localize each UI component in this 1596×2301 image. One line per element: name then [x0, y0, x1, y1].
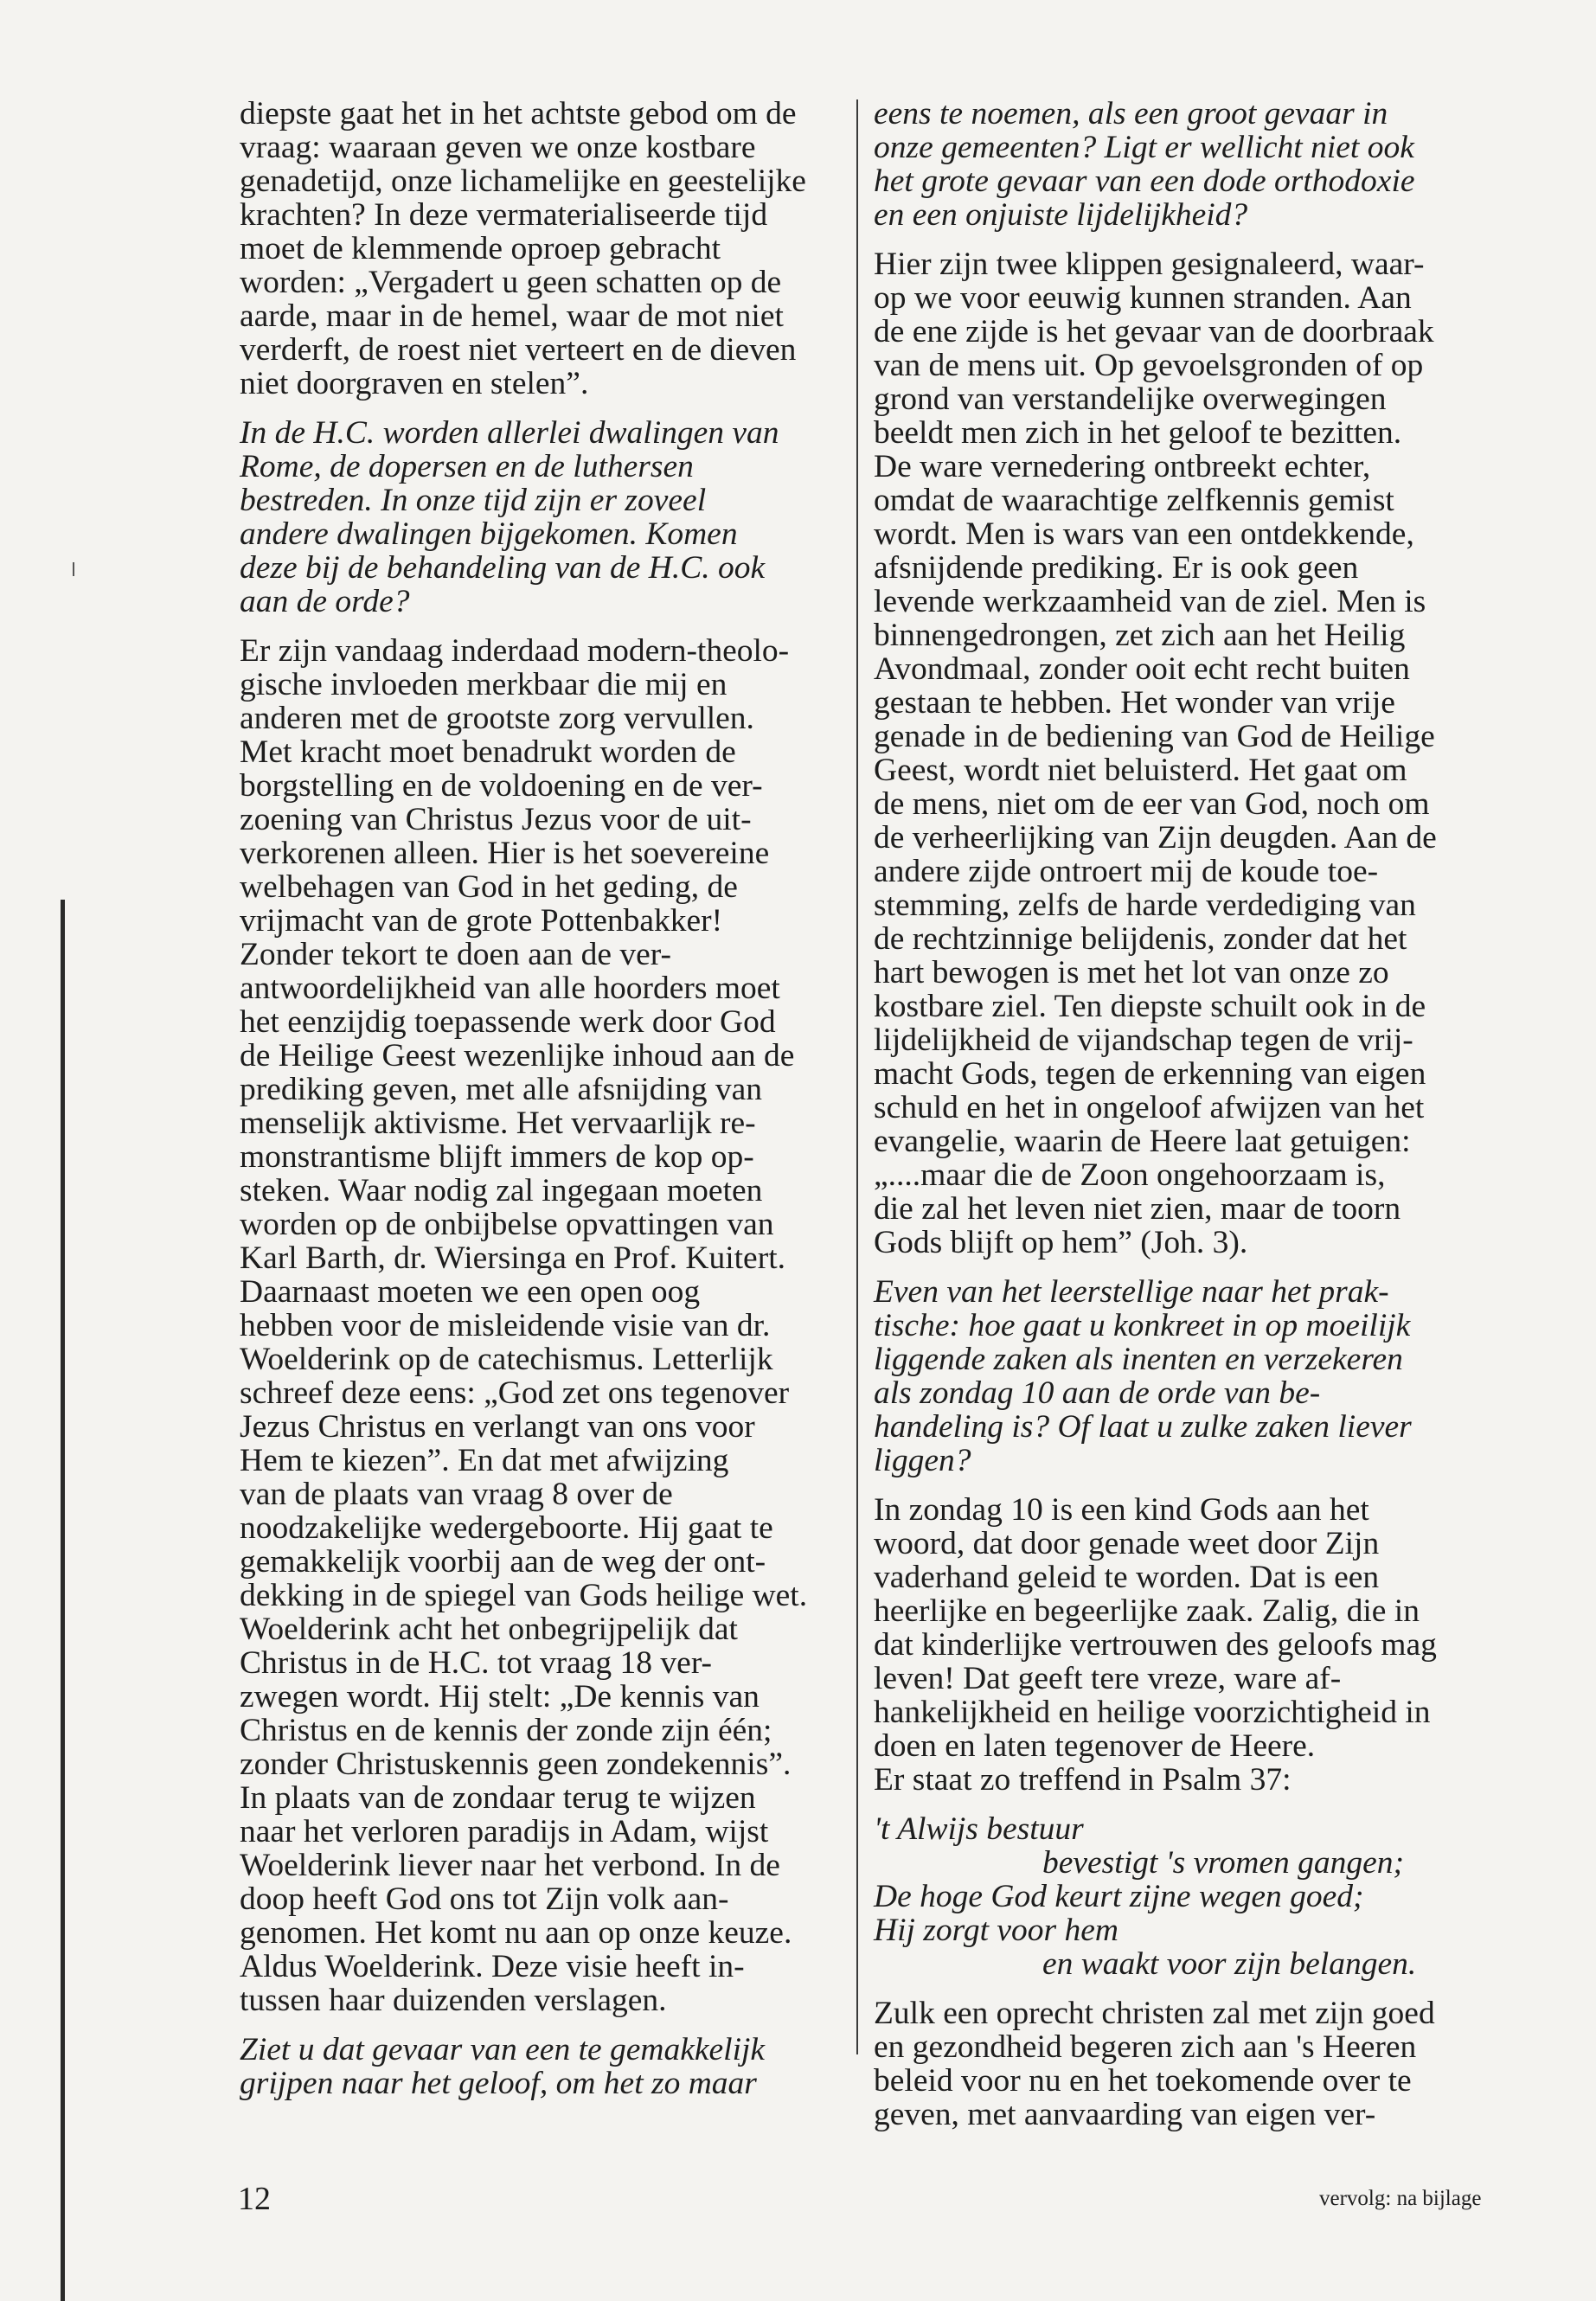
column-divider [856, 99, 858, 2054]
text-line: heerlijke en begeerlijke zaak. Zalig, die in [874, 1593, 1420, 1629]
text-line: In plaats van de zondaar terug te wijzen [240, 1780, 756, 1816]
text-line: grijpen naar het geloof, om het zo maar [240, 2066, 757, 2101]
interview-question [874, 1275, 1497, 1477]
text-line: doop heeft God ons tot Zijn volk aan- [240, 1881, 729, 1917]
text-line: afsnijdende prediking. Er is ook geen [874, 550, 1359, 586]
text-line: schreef deze eens: „God zet ons tegenover [240, 1375, 790, 1411]
text-line: aarde, maar in de hemel, waar de mot niet [240, 298, 784, 334]
answer-paragraph [874, 1997, 1497, 2131]
text-line: welbehagen van God in het geding, de [240, 869, 738, 905]
text-line: beleid voor nu en het toekomende over te [874, 2063, 1412, 2099]
text-line: van de plaats van vraag 8 over de [240, 1477, 673, 1512]
text-line: niet doorgraven en stelen”. [240, 366, 589, 401]
text-line: hankelijkheid en heilige voorzichtigheid in [874, 1695, 1431, 1730]
text-line: Woelderink liever naar het verbond. In de [240, 1848, 780, 1883]
text-line: Karl Barth, dr. Wiersinga en Prof. Kuitert. [240, 1240, 785, 1276]
text-line: Christus in de H.C. tot vraag 18 ver- [240, 1645, 713, 1681]
text-line: handeling is? Of laat u zulke zaken liever [874, 1409, 1412, 1445]
text-line: Met kracht moet benadrukt worden de [240, 734, 736, 770]
text-line: de ene zijde is het gevaar van de doorbraak [874, 314, 1434, 349]
text-line: 't Alwijs bestuur [874, 1811, 1084, 1847]
text-line: andere zijde ontroert mij de koude toe- [874, 854, 1379, 889]
text-line: verderft, de roest niet verteert en de dieven [240, 332, 797, 368]
text-line: de mens, niet om de eer van God, noch om [874, 786, 1430, 822]
text-line: leven! Dat geeft tere vreze, ware af- [874, 1661, 1342, 1696]
text-line: gestaan te hebben. Het wonder van vrije [874, 685, 1395, 721]
text-line: genade in de bediening van God de Heilige [874, 719, 1435, 754]
text-line: menselijk aktivisme. Het vervaarlijk re- [240, 1106, 756, 1141]
text-line: Hem te kiezen”. En dat met afwijzing [240, 1443, 729, 1478]
text-line: kostbare ziel. Ten diepste schuilt ook in de [874, 989, 1426, 1024]
text-line: Even van het leerstellige naar het prak- [874, 1274, 1389, 1310]
answer-paragraph [874, 247, 1497, 1259]
text-line: moet de klemmende oproep gebracht [240, 231, 721, 266]
text-line: Er staat zo treffend in Psalm 37: [874, 1762, 1292, 1798]
text-line: beeldt men zich in het geloof te bezitten. [874, 415, 1402, 451]
text-line: hart bewogen is met het lot van onze zo [874, 955, 1389, 990]
right-text-column [874, 97, 1497, 2131]
text-line: van de mens uit. Op gevoelsgronden of op [874, 348, 1424, 383]
text-line: schuld en het in ongeloof afwijzen van het [874, 1090, 1425, 1125]
answer-paragraph [240, 97, 854, 401]
text-line: die zal het leven niet zien, maar de toorn [874, 1191, 1401, 1227]
left-text-column [240, 97, 854, 2100]
text-line: krachten? In deze vermaterialiseerde tijd [240, 197, 768, 233]
text-line: zoening van Christus Jezus voor de uit- [240, 802, 752, 837]
text-line: prediking geven, met alle afsnijding van [240, 1072, 762, 1107]
text-line: doen en laten tegenover de Heere. [874, 1728, 1316, 1764]
text-line: genomen. Het komt nu aan op onze keuze. [240, 1915, 792, 1951]
text-line: vrijmacht van de grote Pottenbakker! [240, 903, 723, 939]
text-line: verkorenen alleen. Hier is het soevereine [240, 836, 770, 871]
text-line: Hier zijn twee klippen gesignaleerd, waar- [874, 247, 1425, 282]
text-line: op we voor eeuwig kunnen stranden. Aan [874, 280, 1412, 316]
text-line: naar het verloren paradijs in Adam, wijst [240, 1814, 769, 1849]
text-line: de Heilige Geest wezenlijke inhoud aan de [240, 1038, 795, 1074]
text-line: de verheerlijking van Zijn deugden. Aan de [874, 820, 1437, 856]
answer-paragraph [874, 1493, 1497, 1797]
text-line: wordt. Men is wars van een ontdekkende, [874, 516, 1414, 552]
text-line: grond van verstandelijke overwegingen [874, 381, 1387, 417]
text-line: liggende zaken als inenten en verzekeren [874, 1342, 1403, 1377]
text-line: tische: hoe gaat u konkreet in op moeilijk [874, 1308, 1411, 1343]
text-line: Aldus Woelderink. Deze visie heeft in- [240, 1949, 745, 1984]
text-line: vraag: waaraan geven we onze kostbare [240, 130, 756, 165]
scan-mark [73, 562, 74, 576]
page-number: 12 [238, 2181, 271, 2217]
text-line: bevestigt 's vromen gangen; [1042, 1845, 1404, 1881]
text-line: stemming, zelfs de harde verdediging van [874, 888, 1416, 923]
text-line: geven, met aanvaarding van eigen ver- [874, 2097, 1376, 2132]
text-line: hebben voor de misleidende visie van dr. [240, 1308, 771, 1343]
text-line: antwoordelijkheid van alle hoorders moet [240, 971, 780, 1006]
text-line: steken. Waar nodig zal ingegaan moeten [240, 1173, 763, 1208]
text-line: Woelderink acht het onbegrijpelijk dat [240, 1612, 738, 1647]
text-line: en een onjuiste lijdelijkheid? [874, 197, 1248, 233]
text-line: lijdelijkheid de vijandschap tegen de vrij- [874, 1022, 1413, 1058]
text-line: onze gemeenten? Ligt er wellicht niet ook [874, 130, 1414, 165]
interview-question [240, 416, 854, 619]
answer-paragraph [240, 634, 854, 2017]
text-line: vaderhand geleid te worden. Dat is een [874, 1560, 1380, 1595]
text-line: binnengedrongen, zet zich aan het Heilig [874, 618, 1406, 653]
text-line: Ziet u dat gevaar van een te gemakkelijk [240, 2032, 766, 2067]
text-line: borgstelling en de voldoening en de ver- [240, 768, 763, 804]
text-line: evangelie, waarin de Heere laat getuigen: [874, 1124, 1411, 1159]
text-line: Daarnaast moeten we een open oog [240, 1274, 701, 1310]
psalm-quote [874, 1812, 1497, 1981]
text-line: eens te noemen, als een groot gevaar in [874, 96, 1388, 131]
text-line: Woelderink op de catechismus. Letterlijk [240, 1342, 773, 1377]
text-line: Er zijn vandaag inderdaad modern-theolo- [240, 633, 790, 669]
text-line: dekking in de spiegel van Gods heilige wet. [240, 1578, 808, 1613]
text-line: „....maar die de Zoon ongehoorzaam is, [874, 1157, 1386, 1193]
text-line: zonder Christuskennis geen zondekennis”. [240, 1747, 792, 1782]
text-line: De hoge God keurt zijne wegen goed; [874, 1879, 1364, 1914]
text-line: anderen met de grootste zorg vervullen. [240, 701, 754, 736]
text-line: Avondmaal, zonder ooit echt recht buiten [874, 651, 1410, 687]
text-line: genadetijd, onze lichamelijke en geestelijke [240, 163, 806, 199]
text-line: woord, dat door genade weet door Zijn [874, 1526, 1380, 1561]
text-line: noodzakelijke wedergeboorte. Hij gaat te [240, 1510, 773, 1546]
text-line: monstrantisme blijft immers de kop op- [240, 1139, 754, 1175]
text-line: Gods blijft op hem” (Joh. 3). [874, 1225, 1248, 1260]
text-line: deze bij de behandeling van de H.C. ook [240, 550, 766, 586]
text-line: en waakt voor zijn belangen. [1042, 1946, 1417, 1982]
text-line: Zonder tekort te doen aan de ver- [240, 937, 672, 972]
text-line: levende werkzaamheid van de ziel. Men is [874, 584, 1426, 619]
text-line: de rechtzinnige belijdenis, zonder dat het [874, 921, 1407, 957]
text-line: De ware vernedering ontbreekt echter, [874, 449, 1371, 484]
text-line: worden: „Vergadert u geen schatten op de [240, 265, 782, 300]
text-line: het grote gevaar van een dode orthodoxie [874, 163, 1415, 199]
text-line: als zondag 10 aan de orde van be- [874, 1375, 1321, 1411]
text-line: In de H.C. worden allerlei dwalingen van [240, 415, 779, 451]
text-line: gische invloeden merkbaar die mij en [240, 667, 727, 702]
text-line: het eenzijdig toepassende werk door God [240, 1004, 776, 1040]
text-line: Hij zorgt voor hem [874, 1913, 1118, 1948]
text-line: diepste gaat het in het achtste gebod om de [240, 96, 797, 131]
scan-shadow-edge [61, 900, 65, 2301]
interview-question [874, 97, 1497, 232]
text-line: zwegen wordt. Hij stelt: „De kennis van [240, 1679, 760, 1715]
text-line: Geest, wordt niet beluisterd. Het gaat om [874, 753, 1407, 788]
text-line: Zulk een oprecht christen zal met zijn goed [874, 1996, 1435, 2031]
interview-question [240, 2033, 854, 2100]
text-line: gemakkelijk voorbij aan de weg der ont- [240, 1544, 766, 1580]
text-line: en gezondheid begeren zich aan 's Heeren [874, 2029, 1417, 2065]
text-line: Rome, de dopersen en de luthersen [240, 449, 694, 484]
text-line: aan de orde? [240, 584, 410, 619]
text-line: tussen haar duizenden verslagen. [240, 1983, 667, 2018]
continuation-note: vervolg: na bijlage [1319, 2187, 1482, 2210]
text-line: bestreden. In onze tijd zijn er zoveel [240, 483, 707, 518]
text-line: worden op de onbijbelse opvattingen van [240, 1207, 774, 1242]
text-line: In zondag 10 is een kind Gods aan het [874, 1492, 1369, 1528]
text-line: liggen? [874, 1443, 971, 1478]
text-line: Jezus Christus en verlangt van ons voor [240, 1409, 755, 1445]
text-line: andere dwalingen bijgekomen. Komen [240, 516, 738, 552]
text-line: macht Gods, tegen de erkenning van eigen [874, 1056, 1426, 1092]
text-line: omdat de waarachtige zelfkennis gemist [874, 483, 1394, 518]
text-line: Christus en de kennis der zonde zijn één; [240, 1713, 772, 1748]
text-line: dat kinderlijke vertrouwen des geloofs mag [874, 1627, 1437, 1663]
